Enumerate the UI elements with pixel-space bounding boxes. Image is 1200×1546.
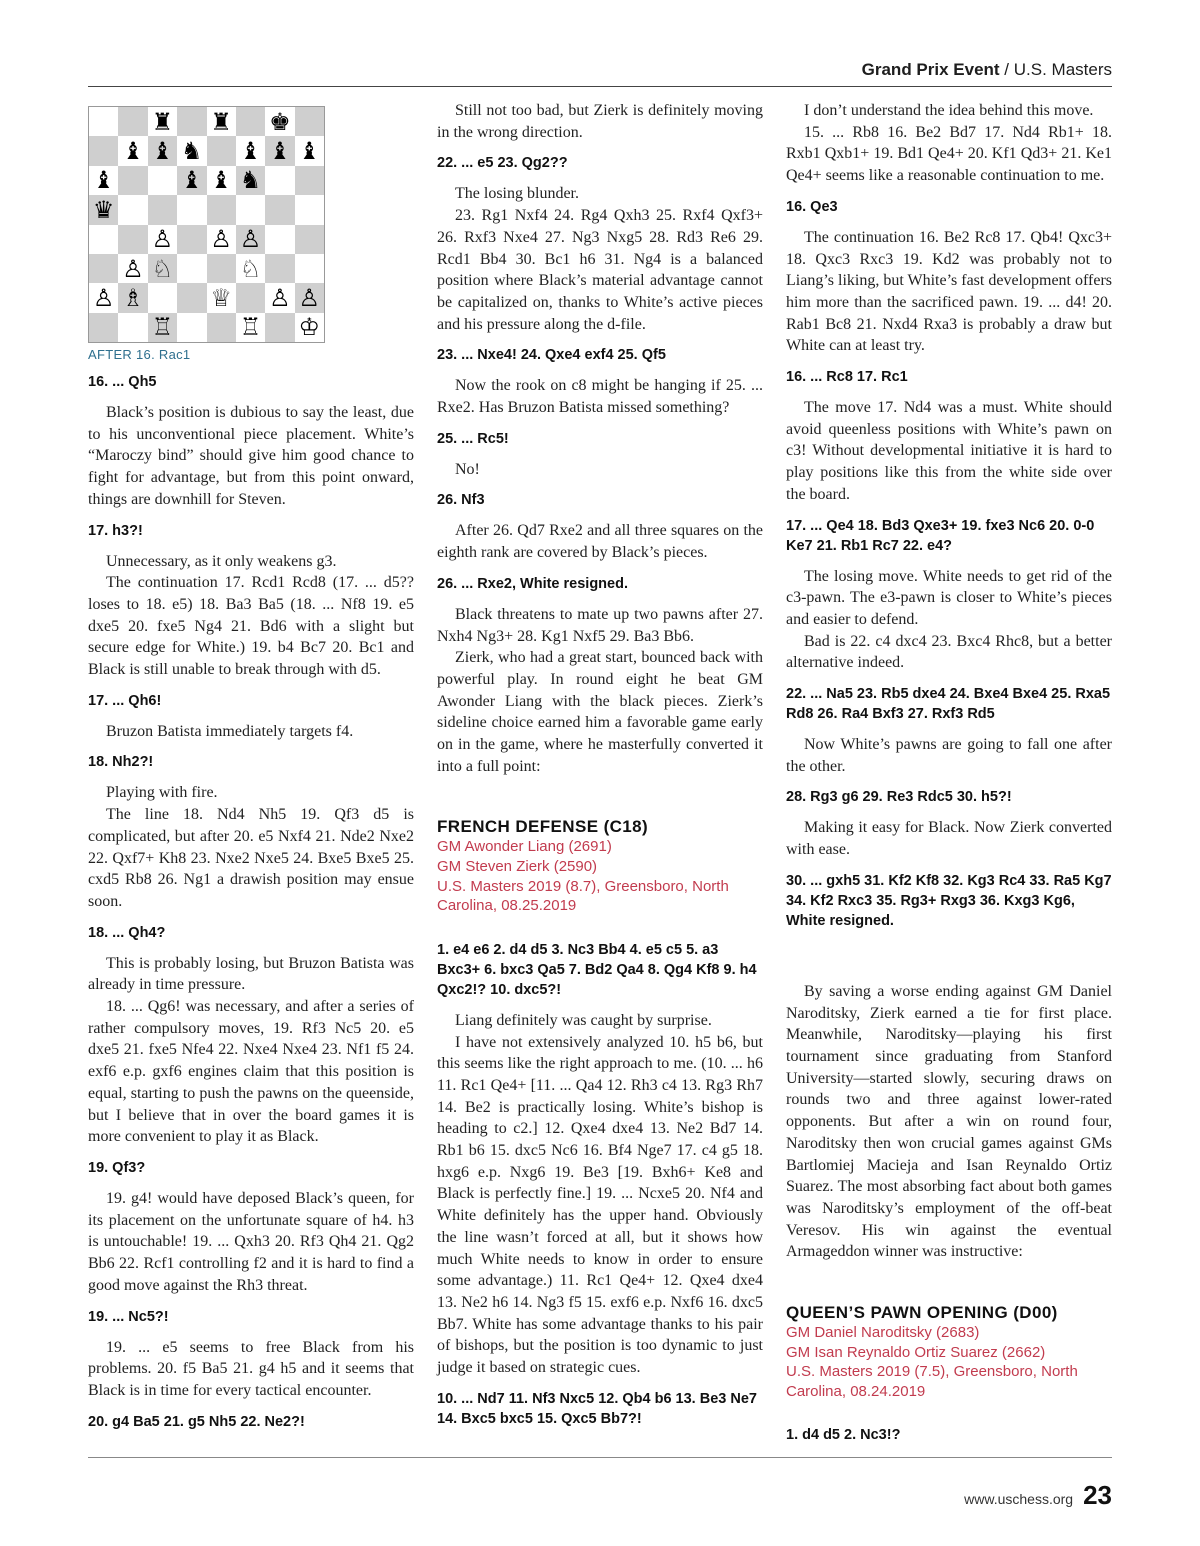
board-square <box>295 195 324 224</box>
board-square: ♝ <box>236 136 265 165</box>
board-square: ♖ <box>236 313 265 342</box>
column-1 <box>88 100 414 1442</box>
annotation-paragraph: By saving a worse ending against GM Daniel Naroditsky, Zierk earned a tie for first place. Meanwhile, Naroditsky—playing his first tournament since graduating from Stanford University—started slowly, securing draws on rounds two and three against lower-rated opponents. But after a win on round four, Naroditsky then won crucial games against GMs Bartlomiej Macieja and Isan Reynaldo Ortiz Suarez. The most absorbing fact about both games was Naroditsky’s employment of the off-beat Veresov. His win against the eventual Armageddon winner was instructive: <box>786 982 1112 1261</box>
annotation-paragraph: Still not too bad, but Zierk is definitely moving in the wrong direction. <box>437 102 763 141</box>
move-line: 10. ... Nd7 11. Nf3 Nxc5 12. Qb4 b6 13. Be3 Ne7 14. Bxc5 bxc5 15. Qxc5 Bb7?! <box>437 1390 757 1427</box>
board-square: ♙ <box>207 225 236 254</box>
move-line: 17. ... Qe4 18. Bd3 Qxe3+ 19. fxe3 Nc6 20. 0-0 Ke7 21. Rb1 Rc7 22. e4? <box>786 517 1095 554</box>
board-square: ♜ <box>207 107 236 136</box>
annotation-paragraph: Unnecessary, as it only weakens g3. <box>106 552 337 570</box>
board-square <box>89 254 118 283</box>
spacer <box>437 916 763 930</box>
annotation-paragraph: The continuation 17. Rcd1 Rcd8 (17. ... d5?? loses to 18. e5) 18. Ba3 Ba5 (18. ... Nf8 19. e5 dxe5 20. fxe5 Ng4 21. Bd6 with a slight but secure edge for White.) 19. b4 Bc7 20. Bc1 and Black is still unable to break through with d5. <box>88 574 414 679</box>
board-square <box>265 254 294 283</box>
move-line: 26. ... Rxe2, White resigned. <box>437 575 628 592</box>
board-square <box>148 195 177 224</box>
board-square: ♙ <box>148 225 177 254</box>
move-line: 17. ... Qh6! <box>88 692 162 709</box>
board-square <box>177 195 206 224</box>
board-square <box>265 225 294 254</box>
annotation-paragraph: The move 17. Nd4 was a must. White should avoid queenless positions with White’s pawn on c3! Without developmental initiative it is hard to play positions like this from the white side over the board. <box>786 399 1112 503</box>
board-square <box>148 166 177 195</box>
annotation-paragraph: 19. g4! would have deposed Black’s queen, for its placement on the unfortunate square of h4. h3 is untouchable! 19. ... Qxh3 20. Rf3 Qh4 21. Qg2 Bb6 22. Rcf1 controlling f2 and it is hard to find a good move against the Rh3 threat. <box>88 1189 414 1294</box>
annotation-paragraph: Now White’s pawns are going to fall one after the other. <box>786 736 1112 775</box>
annotation-paragraph: 18. ... Qg6! was necessary, and after a series of rather compulsory moves, 19. Rf3 Nc5 20. e5 dxe5 21. fxe5 Nfe4 22. Nxe4 Nxe4 23. Nf1 f5 24. exf6 e.p. gxf6 engines claim that this position is equal, starting to push the pawns on the queenside, but I believe that in over the board games it is more convenient to play it as Black. <box>88 998 414 1146</box>
board-square: ♕ <box>207 283 236 312</box>
header-event: Grand Prix Event <box>861 60 1000 79</box>
column-3-body <box>786 100 1112 1445</box>
board-square <box>295 225 324 254</box>
move-line: 26. Nf3 <box>437 492 485 509</box>
board-square: ♝ <box>118 136 147 165</box>
board-square <box>89 136 118 165</box>
annotation-paragraph: I have not extensively analyzed 10. h5 b6, but this seems like the right approach to me. (10. ... h6 11. Rc1 Qe4+ [11. ... Qa4 12. Rh3 c4 13. Rg3 Rh7 14. Be2 is practically losing. White’s bishop is heading to c2.] 12. Qxe4 dxe4 13. Ne2 Bd7 14. Rb1 b6 15. dxc5 Nc6 16. Bf4 Nge7 17. c4 g5 18. hxg6 e.p. Nxg6 19. Be3 [19. Bxh6+ Ke8 and Black is perfectly fine.] 19. ... Ncxe5 20. Nf4 and White definitely has the upper hand. Obviously the line wasn’t forced at all, but it shows how much White needs to know in order to ensure some advantage.) 11. Rc1 Qe4+ 12. Qxe4 dxe4 13. Ne2 h6 14. Ng3 f5 15. exf6 e.p. Nxf6 16. dxc5 Bb7. White has some advantage thanks to his pair of bishops, but the position is too dynamic to just judge it based on strategic cues. <box>437 1033 763 1377</box>
board-square <box>295 254 324 283</box>
move-line: 20. g4 Ba5 21. g5 Nh5 22. Ne2?! <box>88 1413 305 1430</box>
footer-rule <box>88 1457 1112 1458</box>
board-square <box>265 195 294 224</box>
board-square: ♘ <box>148 254 177 283</box>
annotation-paragraph: Liang definitely was caught by surprise. <box>455 1011 712 1029</box>
game-info: GM Isan Reynaldo Ortiz Suarez (2662) <box>786 1343 1046 1361</box>
annotation-paragraph: Playing with fire. <box>106 784 218 802</box>
board-square <box>177 283 206 312</box>
running-header <box>862 60 1112 80</box>
game-heading: FRENCH DEFENSE (C18) <box>437 817 649 837</box>
board-square <box>236 107 265 136</box>
board-square <box>118 195 147 224</box>
board-square <box>265 313 294 342</box>
board-square: ♞ <box>177 136 206 165</box>
column-1-body <box>88 372 414 1432</box>
board-square: ♔ <box>295 313 324 342</box>
board-square: ♝ <box>207 166 236 195</box>
move-line: 16. ... Qh5 <box>88 374 157 390</box>
annotation-paragraph: Now the rook on c8 might be hanging if 25. ... Rxe2. Has Bruzon Batista missed something? <box>437 377 763 417</box>
spacer <box>437 777 763 817</box>
board-square <box>236 283 265 312</box>
board-square: ♙ <box>118 254 147 283</box>
board-square: ♙ <box>265 283 294 312</box>
board-square <box>177 107 206 136</box>
board-square: ♙ <box>295 283 324 312</box>
game-heading: QUEEN’S PAWN OPENING (D00) <box>786 1303 1058 1323</box>
board-square <box>177 313 206 342</box>
board-square: ♝ <box>295 136 324 165</box>
header-separator: / <box>999 60 1014 79</box>
board-square <box>295 166 324 195</box>
board-square <box>148 283 177 312</box>
board-square: ♖ <box>148 313 177 342</box>
board-square: ♞ <box>236 166 265 195</box>
board-square <box>236 195 265 224</box>
move-line: 19. ... Nc5?! <box>88 1308 169 1325</box>
annotation-paragraph: After 26. Qd7 Rxe2 and all three squares on the eighth rank are covered by Black’s pieces. <box>437 522 763 562</box>
diagram-caption: AFTER 16. Rac1 <box>88 347 191 362</box>
board-square: ♝ <box>89 166 118 195</box>
board-square: ♙ <box>236 225 265 254</box>
board-square <box>118 107 147 136</box>
spacer <box>786 1263 1112 1303</box>
move-line: 25. ... Rc5! <box>437 430 509 447</box>
move-line: 22. ... e5 23. Qg2?? <box>437 155 568 172</box>
page-footer <box>964 1480 1112 1511</box>
board-square <box>207 313 236 342</box>
move-line: 19. Qf3? <box>88 1159 146 1176</box>
annotation-paragraph: Black’s position is dubious to say the least, due to his unconventional piece placement. White’s “Maroczy bind” should give him good chance to fight for advantage, but from this point onward, things are downhill for Steven. <box>88 404 414 508</box>
annotation-paragraph: I don’t understand the idea behind this move. <box>804 102 1094 119</box>
column-3 <box>786 100 1112 1455</box>
annotation-paragraph: Bad is 22. c4 dxc4 23. Bxc4 Rhc8, but a better alternative indeed. <box>786 632 1112 672</box>
annotation-paragraph: The losing blunder. <box>455 185 579 203</box>
move-line: 17. h3?! <box>88 522 143 539</box>
game-info: U.S. Masters 2019 (7.5), Greensboro, North Carolina, 08.24.2019 <box>786 1363 1078 1400</box>
move-line: 18. Nh2?! <box>88 754 154 771</box>
footer-url[interactable]: www.uschess.org <box>964 1491 1074 1507</box>
annotation-paragraph: 15. ... Rb8 16. Be2 Bd7 17. Nd4 Rb1+ 18. Rxb1 Qxb1+ 19. Bd1 Qe4+ 20. Kf1 Qd3+ 21. Ke1 Qe4+ seems like a reasonable continuation to me. <box>786 123 1112 185</box>
board-square: ♙ <box>89 283 118 312</box>
column-2-body <box>437 100 763 1429</box>
board-square <box>207 136 236 165</box>
column-2 <box>437 100 763 1439</box>
move-line: 18. ... Qh4? <box>88 924 166 941</box>
board-square <box>89 225 118 254</box>
game-info: GM Daniel Naroditsky (2683) <box>786 1324 980 1342</box>
annotation-paragraph: Making it easy for Black. Now Zierk converted with ease. <box>786 819 1112 859</box>
board-square <box>177 225 206 254</box>
board-square <box>118 313 147 342</box>
board-square: ♛ <box>89 195 118 224</box>
annotation-paragraph: 19. ... e5 seems to free Black from his problems. 20. f5 Ba5 21. g4 h5 and it seems that Black is in time for every tactical encounter. <box>88 1338 414 1399</box>
move-line: 1. d4 d5 2. Nc3!? <box>786 1427 901 1444</box>
move-line: 28. Rg3 g6 29. Re3 Rdc5 30. h5?! <box>786 789 1012 806</box>
board-square <box>207 195 236 224</box>
board-square <box>118 166 147 195</box>
annotation-paragraph: This is probably losing, but Bruzon Batista was already in time pressure. <box>88 954 414 994</box>
board-square <box>265 166 294 195</box>
annotation-paragraph: The losing move. White needs to get rid of the c3-pawn. The e3-pawn is closer to White’s pieces and easier to defend. <box>786 567 1112 628</box>
annotation-paragraph: The line 18. Nd4 Nh5 19. Qf3 d5 is complicated, but after 20. e5 Nxf4 21. Nde2 Nxe2 22. Qxf7+ Kh8 23. Nxe2 Nxe5 24. Bxe5 Bxe5 25. cxd5 Rb8 26. Ng1 a drawish position may ensue soon. <box>88 806 414 910</box>
page-number: 23 <box>1083 1480 1112 1510</box>
board-square: ♘ <box>236 254 265 283</box>
move-line: 30. ... gxh5 31. Kf2 Kf8 32. Kg3 Rc4 33. Ra5 Kg7 34. Kf2 Rxc3 35. Rg3+ Rxg3 36. Kxg3 Kg6, White resigned. <box>786 872 1112 929</box>
header-section: U.S. Masters <box>1013 60 1112 79</box>
spacer <box>786 941 1112 981</box>
game-info: GM Awonder Liang (2691) <box>437 838 612 856</box>
move-line: 22. ... Na5 23. Rb5 dxe4 24. Bxe4 Bxe4 25. Rxa5 Rd8 26. Ra4 Bxf3 27. Rxf3 Rd5 <box>786 686 1111 723</box>
move-line: 16. Qe3 <box>786 198 838 215</box>
annotation-paragraph: Bruzon Batista immediately targets f4. <box>106 722 354 740</box>
annotation-paragraph: 23. Rg1 Nxf4 24. Rg4 Qxh3 25. Rxf4 Qxf3+ 26. Rxf3 Nxe4 27. Ng3 Nxg5 28. Rd3 Re6 29. Rcd1 Bb4 30. Bc1 h6 31. Ng4 is a balanced position where Black’s material advantage cannot be capitalized on, thanks to White’s active pieces and his pressure along the d-file. <box>437 207 763 333</box>
spacer <box>786 1401 1112 1415</box>
board-square <box>177 254 206 283</box>
header-rule <box>88 86 1112 87</box>
game-info: GM Steven Zierk (2590) <box>437 858 598 876</box>
annotation-paragraph: The continuation 16. Be2 Rc8 17. Qb4! Qxc3+ 18. Qxc3 Rxc3 19. Kd2 was probably not to Liang’s liking, but White’s fast development offers him more than the sacrificed pawn. 19. ... d4! 20. Rab1 Bc8 21. Nxd4 Rxa3 is probably a draw but White can at least try. <box>786 228 1113 355</box>
board-square <box>295 107 324 136</box>
board-square <box>207 254 236 283</box>
chess-diagram <box>88 106 325 343</box>
board-square: ♗ <box>118 283 147 312</box>
annotation-paragraph: Zierk, who had a great start, bounced back with powerful play. In round eight he beat GM Awonder Liang with the black pieces. Zierk’s sideline choice earned him a favorable game early on in the game, where he masterfully converted it into a full point: <box>437 649 763 775</box>
move-line: 16. ... Rc8 17. Rc1 <box>786 369 908 386</box>
board-square <box>118 225 147 254</box>
board-square <box>89 313 118 342</box>
move-line: 23. ... Nxe4! 24. Qxe4 exf4 25. Qf5 <box>437 347 666 364</box>
board-square: ♚ <box>265 107 294 136</box>
board-square: ♜ <box>148 107 177 136</box>
game-info: U.S. Masters 2019 (8.7), Greensboro, North Carolina, 08.25.2019 <box>437 877 729 915</box>
annotation-paragraph: No! <box>455 460 480 478</box>
board-square: ♝ <box>265 136 294 165</box>
annotation-paragraph: Black threatens to mate up two pawns after 27. Nxh4 Ng3+ 28. Kg1 Nxf5 29. Ba3 Bb6. <box>437 605 763 645</box>
move-line: 1. e4 e6 2. d4 d5 3. Nc3 Bb4 4. e5 c5 5. a3 Bxc3+ 6. bxc3 Qa5 7. Bd2 Qa4 8. Qg4 Kf8 9. h4 Qxc2!? 10. dxc5?! <box>437 941 757 998</box>
board-square: ♝ <box>148 136 177 165</box>
board-square: ♝ <box>177 166 206 195</box>
board-square <box>89 107 118 136</box>
